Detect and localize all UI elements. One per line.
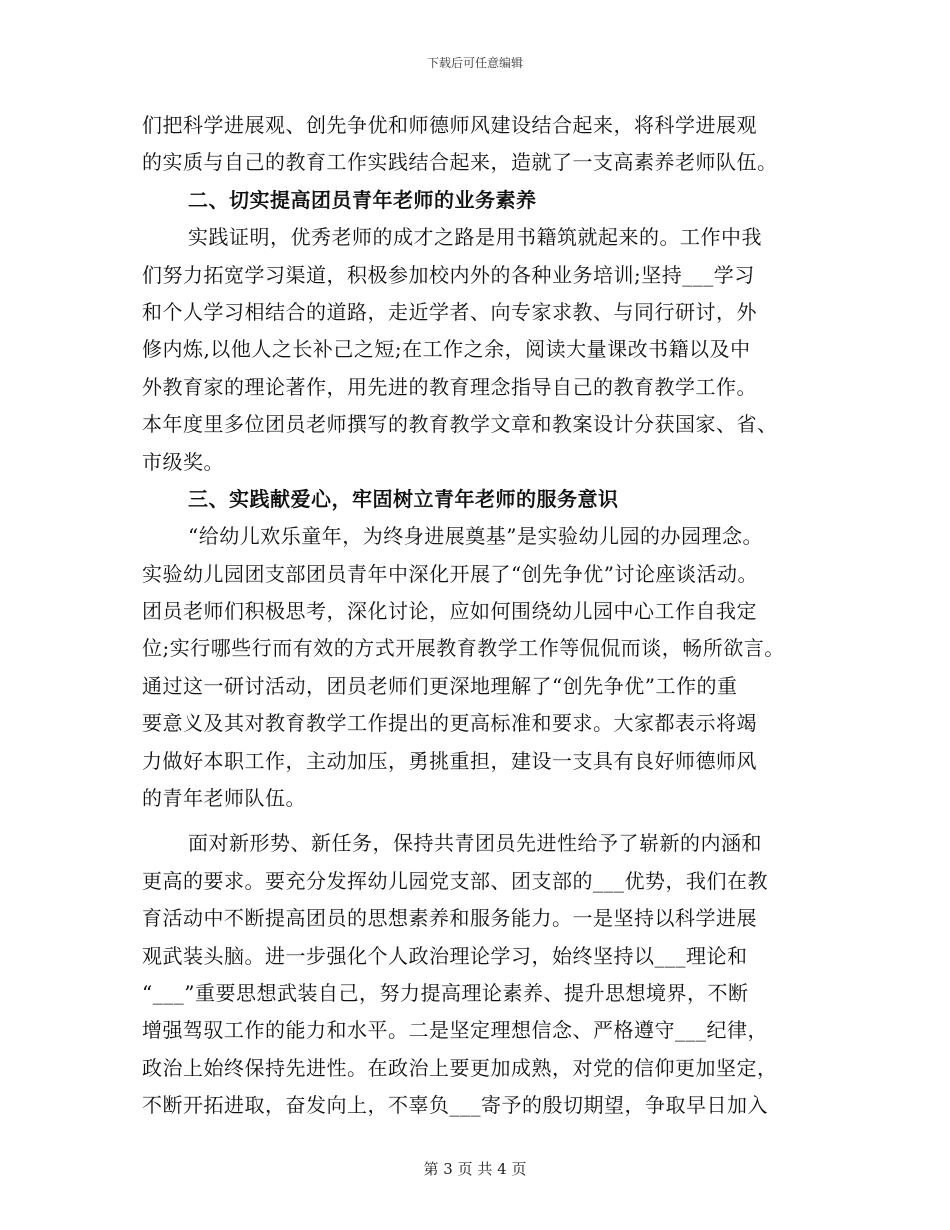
body-line: 育活动中不断提高团员的思想素养和服务能力。一是坚持以科学进展 (142, 906, 757, 931)
body-line: 的实质与自己的教育工作实践结合起来，造就了一支高素养老师队伍。 (142, 150, 778, 175)
body-line: 实验幼儿园团支部团员青年中深化开展了“创先争优”讨论座谈活动。 (142, 561, 758, 586)
page-header: 下载后可任意编辑 (426, 56, 523, 70)
body-line: 外教育家的理论著作，用先进的教育理念指导自己的教育教学工作。 (142, 374, 757, 399)
section-heading-2: 二、切实提高团员青年老师的业务素养 (188, 187, 537, 212)
body-line: 位;实行哪些行而有效的方式开展教育教学工作等侃侃而谈，畅所欲言。 (142, 636, 785, 661)
body-line: 和个人学习相结合的道路，走近学者、向专家求教、与同行研讨，外 (142, 299, 757, 324)
body-line: 通过这一研讨活动，团员老师们更深地理解了“创先争优”工作的重 (142, 673, 738, 698)
body-line: 市级奖。 (142, 449, 224, 474)
body-line: “___”重要思想武装自己，努力提高理论素养、提升思想境界，不断 (142, 980, 749, 1005)
body-line: 政治上始终保持先进性。在政治上要更加成熟，对党的信仰更加坚定， (142, 1055, 778, 1080)
body-line: 的青年老师队伍。 (142, 786, 306, 811)
body-line: 们努力拓宽学习渠道，积极参加校内外的各种业务培训;坚持___学习 (142, 262, 755, 287)
document-body (142, 107, 822, 1125)
section-heading-3: 三、实践献爱心，牢固树立青年老师的服务意识 (188, 486, 619, 511)
body-line: 团员老师们积极思考，深化讨论，应如何围绕幼儿园中心工作自我定 (142, 599, 757, 624)
paragraph-first-line: 面对新形势、新任务，保持共青团员先进性给予了崭新的内涵和 (188, 831, 762, 856)
body-line: 不断开拓进取，奋发向上，不辜负___寄予的殷切期望，争取早日加入 (142, 1093, 768, 1118)
body-line: 们把科学进展观、创先争优和师德师风建设结合起来，将科学进展观 (142, 113, 757, 137)
body-line: 增强驾驭工作的能力和水平。二是坚定理想信念、严格遵守___纪律， (142, 1018, 768, 1043)
body-line: 观武装头脑。进一步强化个人政治理论学习，始终坚持以___理论和 (142, 943, 748, 968)
body-line: 本年度里多位团员老师撰写的教育教学文章和教案设计分获国家、省、 (142, 412, 778, 437)
body-line: 力做好本职工作，主动加压，勇挑重担，建设一支具有良好师德师风 (142, 748, 757, 773)
body-line: 要意义及其对教育教学工作提出的更高标准和要求。大家都表示将竭 (142, 711, 757, 736)
body-line: 修内炼,以他人之长补己之短;在工作之余，阅读大量课改书籍以及中 (142, 337, 751, 362)
body-line: 更高的要求。要充分发挥幼儿园党支部、团支部的___优势，我们在教 (142, 868, 768, 893)
paragraph-first-line: “给幼儿欢乐童年，为终身进展奠基”是实验幼儿园的办园理念。 (188, 524, 763, 549)
page-number: 第 3 页 共 4 页 (423, 1160, 527, 1178)
paragraph-gap (142, 817, 822, 825)
paragraph-first-line: 实践证明，优秀老师的成才之路是用书籍筑就起来的。工作中我 (188, 225, 762, 250)
